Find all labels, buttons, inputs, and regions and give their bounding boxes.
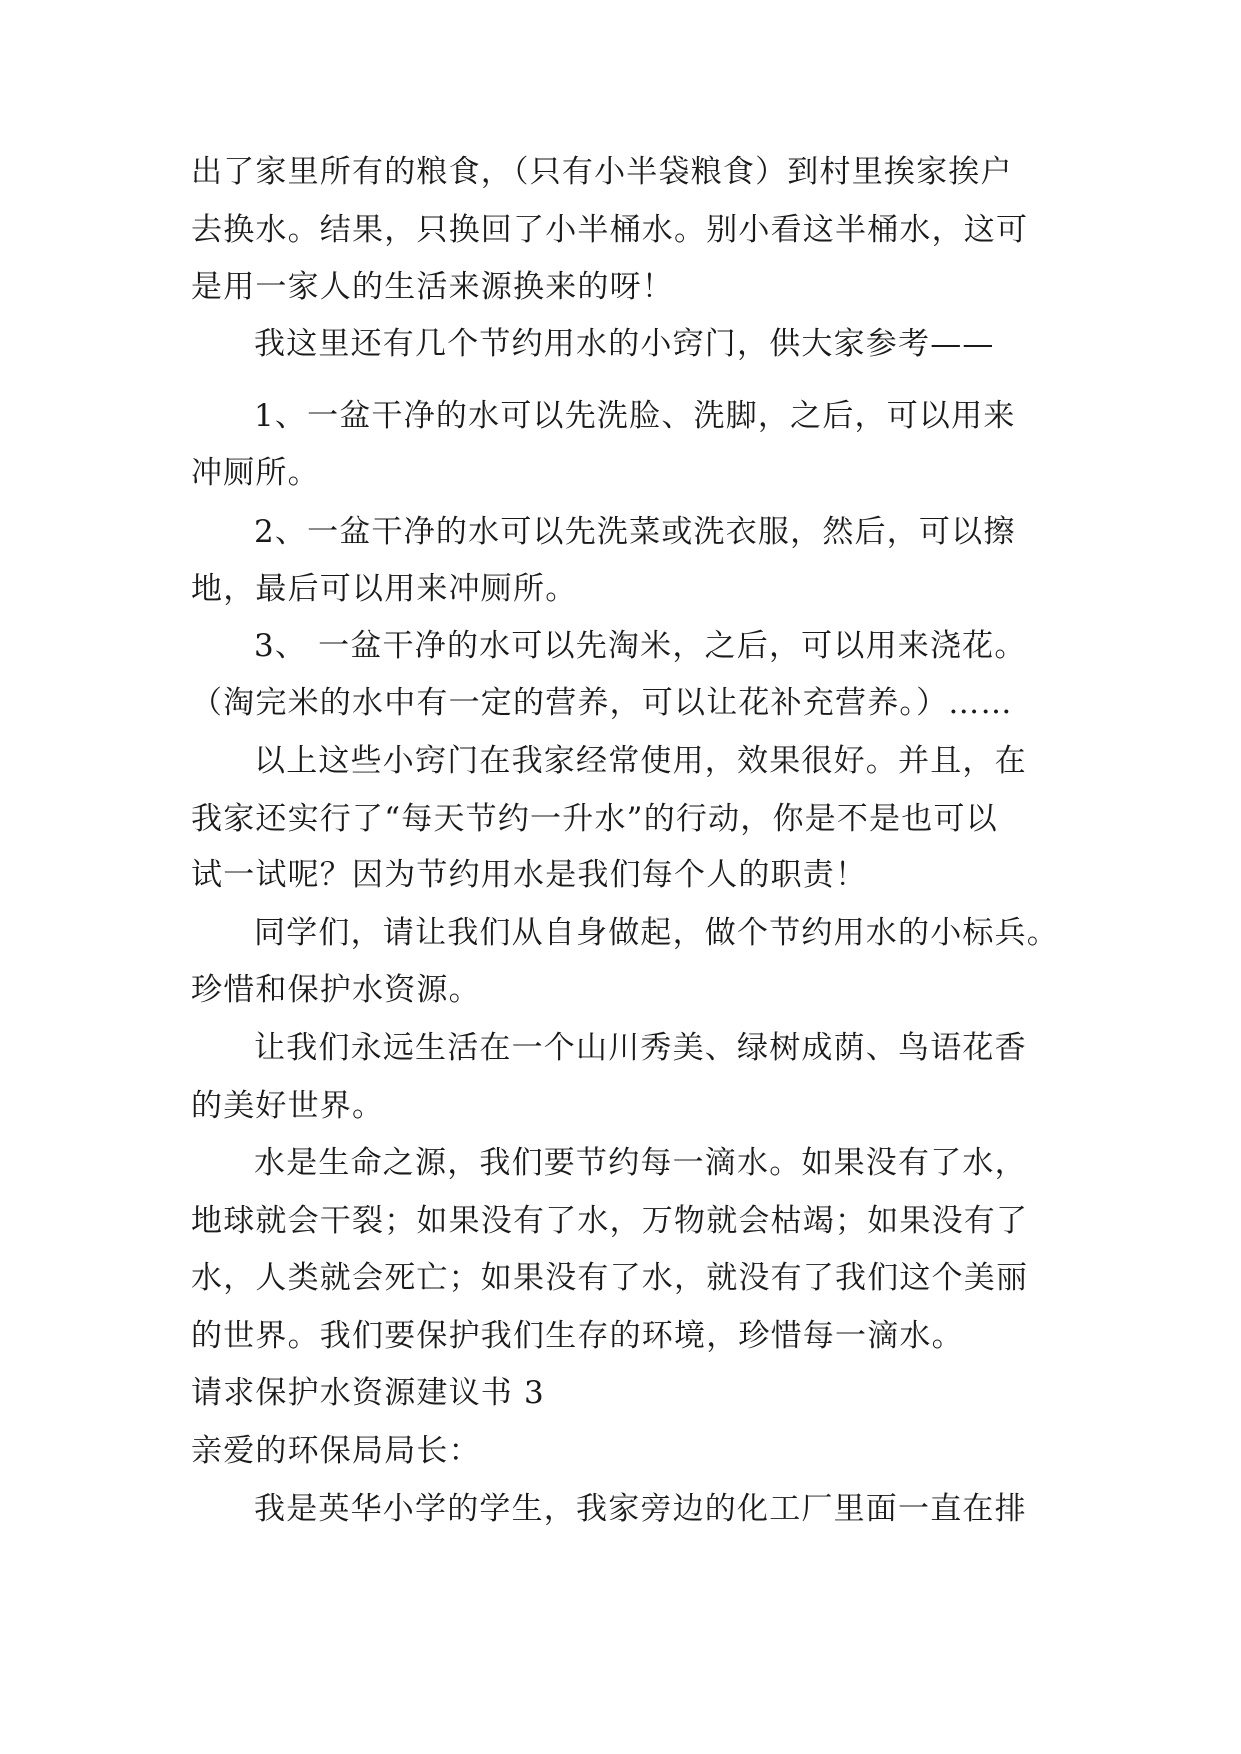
text-line: 让我们永远生活在一个山川秀美、绿树成荫、鸟语花香: [254, 1030, 1027, 1066]
text-line: 的美好世界。: [191, 1088, 385, 1124]
text-line: 同学们，请让我们从自身做起，做个节约用水的小标兵。: [254, 915, 1059, 951]
text-line: 地，最后可以用来冲厕所。: [191, 571, 578, 607]
text-line: 去换水。结果，只换回了小半桶水。别小看这半桶水，这可: [191, 212, 1029, 248]
text-line: 3、 一盆干净的水可以先淘米，之后，可以用来浇花。: [254, 628, 1027, 664]
text-line: 出了家里所有的粮食，（只有小半袋粮食）到村里挨家挨户: [191, 154, 1013, 190]
text-line: （淘完米的水中有一定的营养，可以让花补充营养。）……: [191, 685, 1013, 721]
salutation: 亲爱的环保局局长：: [191, 1433, 481, 1469]
text-line: 珍惜和保护水资源。: [191, 972, 481, 1008]
text-line: 地球就会干裂；如果没有了水，万物就会枯竭；如果没有了: [191, 1203, 1029, 1239]
text-line: 是用一家人的生活来源换来的呀！: [191, 269, 674, 305]
text-line: 2、一盆干净的水可以先洗菜或洗衣服，然后，可以擦: [254, 514, 1016, 550]
text-line: 的世界。我们要保护我们生存的环境，珍惜每一滴水。: [191, 1318, 964, 1354]
section-heading: 请求保护水资源建议书 3: [191, 1375, 545, 1411]
text-line: 1、一盆干净的水可以先洗脸、洗脚，之后，可以用来: [254, 398, 1016, 434]
text-line: 试一试呢？因为节约用水是我们每个人的职责！: [191, 857, 868, 893]
text-line: 我是英华小学的学生，我家旁边的化工厂里面一直在排: [254, 1491, 1027, 1527]
text-line: 冲厕所。: [191, 455, 320, 491]
text-line: 以上这些小窍门在我家经常使用，效果很好。并且，在: [254, 743, 1027, 779]
text-line: 我家还实行了“每天节约一升水”的行动，你是不是也可以: [191, 801, 998, 837]
text-line: 水是生命之源，我们要节约每一滴水。如果没有了水，: [254, 1145, 1027, 1181]
text-line: 我这里还有几个节约用水的小窍门，供大家参考——: [254, 326, 995, 362]
text-line: 水，人类就会死亡；如果没有了水，就没有了我们这个美丽: [191, 1260, 1029, 1296]
